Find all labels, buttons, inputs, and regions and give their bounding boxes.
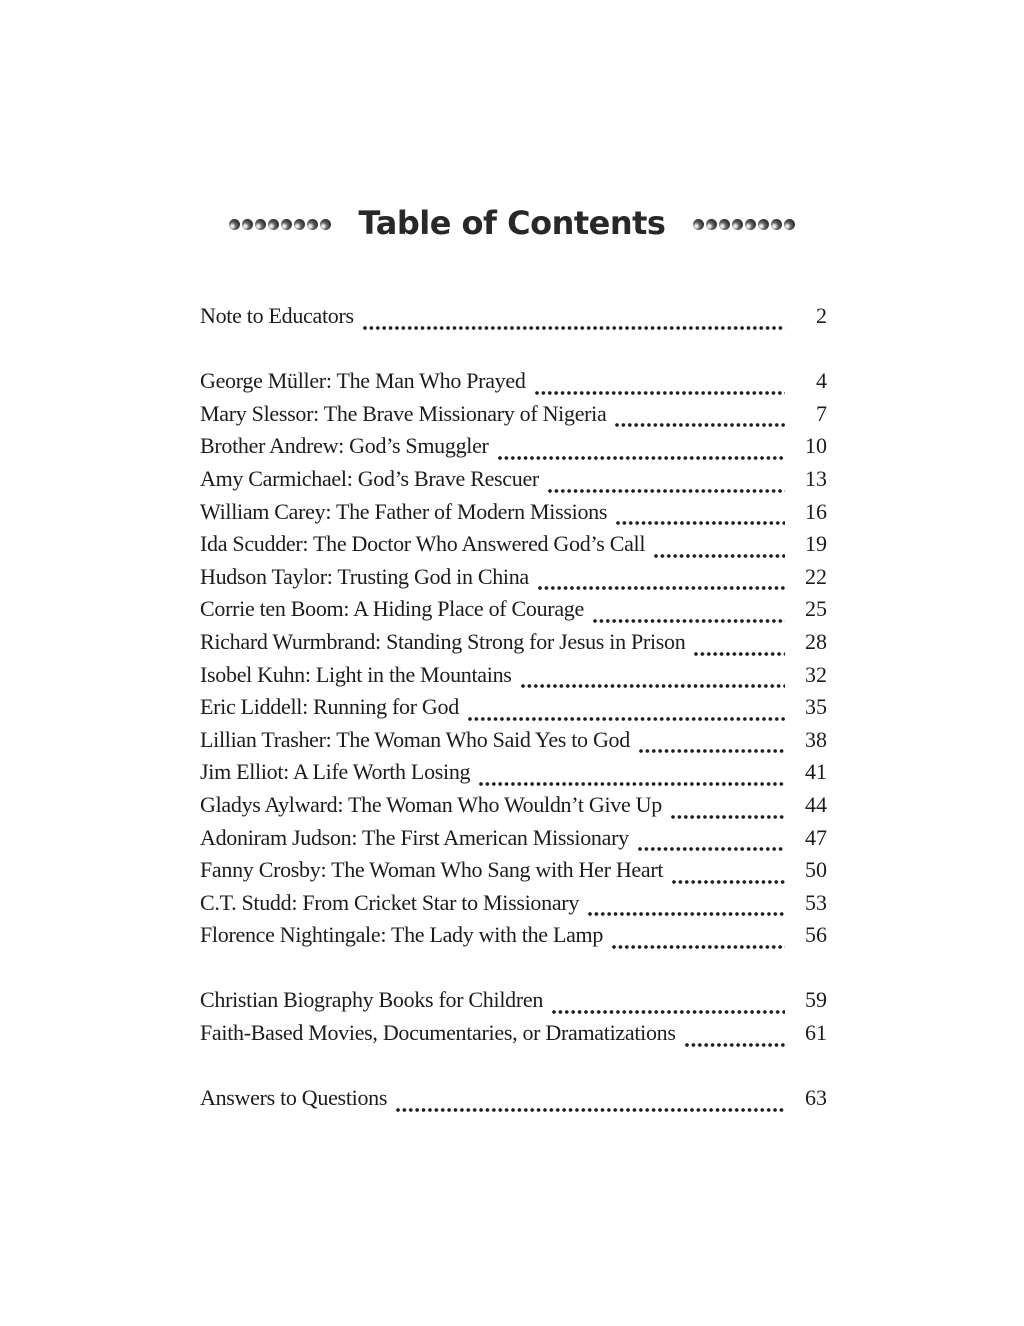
toc-entry-page-number: 7 bbox=[816, 400, 827, 426]
toc-group-front-matter bbox=[200, 303, 827, 336]
bead-icon bbox=[771, 219, 782, 230]
toc-entry-label: Adoniram Judson: The First American Missionary bbox=[200, 824, 629, 850]
leader-dots bbox=[694, 652, 785, 656]
toc-entry-label: Ida Scudder: The Doctor Who Answered God’s Call bbox=[200, 531, 646, 557]
toc-entry-label: Jim Elliot: A Life Worth Losing bbox=[200, 759, 471, 785]
leader-dots bbox=[671, 815, 785, 819]
toc-entry bbox=[200, 694, 827, 727]
page-title: Table of Contents bbox=[358, 204, 666, 242]
ornament-beads-right-icon bbox=[693, 219, 795, 230]
bead-icon bbox=[758, 219, 769, 230]
toc-entry-page-number: 28 bbox=[805, 628, 827, 654]
leader-dots bbox=[672, 880, 785, 884]
toc-header bbox=[0, 198, 1024, 248]
leader-dots bbox=[535, 391, 785, 395]
toc-entry bbox=[200, 499, 827, 532]
toc-entry bbox=[200, 531, 827, 564]
toc-entry bbox=[200, 662, 827, 695]
toc-entry-label: Isobel Kuhn: Light in the Mountains bbox=[200, 661, 512, 687]
leader-dots bbox=[654, 554, 785, 558]
leader-dots bbox=[616, 521, 785, 525]
toc-list bbox=[200, 303, 827, 1118]
toc-group-chapters bbox=[200, 368, 827, 955]
toc-entry bbox=[200, 368, 827, 401]
toc-entry-page-number: 50 bbox=[805, 857, 827, 883]
toc-entry-page-number: 32 bbox=[805, 661, 827, 687]
bead-icon bbox=[693, 219, 704, 230]
toc-group-answers bbox=[200, 1085, 827, 1118]
leader-dots bbox=[498, 456, 785, 460]
toc-entry-page-number: 13 bbox=[805, 465, 827, 491]
toc-entry-label: Lillian Trasher: The Woman Who Said Yes to God bbox=[200, 726, 630, 752]
toc-group-resources bbox=[200, 987, 827, 1052]
toc-entry-page-number: 25 bbox=[805, 596, 827, 622]
toc-entry bbox=[200, 792, 827, 825]
leader-dots bbox=[588, 912, 785, 916]
toc-entry-page-number: 35 bbox=[805, 694, 827, 720]
toc-entry-page-number: 4 bbox=[816, 368, 827, 394]
bead-icon bbox=[732, 219, 743, 230]
toc-entry bbox=[200, 1020, 827, 1053]
toc-entry-label: Richard Wurmbrand: Standing Strong for Jesus in Prison bbox=[200, 628, 686, 654]
bead-icon bbox=[706, 219, 717, 230]
toc-entry-page-number: 56 bbox=[805, 922, 827, 948]
bead-icon bbox=[242, 219, 253, 230]
toc-entry-label: Fanny Crosby: The Woman Who Sang with Her Heart bbox=[200, 857, 664, 883]
bead-icon bbox=[307, 219, 318, 230]
toc-entry-label: C.T. Studd: From Cricket Star to Missionary bbox=[200, 889, 580, 915]
toc-entry-label: Mary Slessor: The Brave Missionary of Nigeria bbox=[200, 400, 607, 426]
leader-dots bbox=[521, 684, 785, 688]
bead-icon bbox=[719, 219, 730, 230]
bead-icon bbox=[320, 219, 331, 230]
leader-dots bbox=[638, 847, 785, 851]
bead-icon bbox=[784, 219, 795, 230]
toc-entry bbox=[200, 1085, 827, 1118]
toc-entry-page-number: 41 bbox=[805, 759, 827, 785]
toc-entry-page-number: 2 bbox=[816, 303, 827, 328]
toc-entry bbox=[200, 564, 827, 597]
toc-entry bbox=[200, 987, 827, 1020]
bead-icon bbox=[255, 219, 266, 230]
toc-entry-page-number: 47 bbox=[805, 824, 827, 850]
toc-entry-page-number: 19 bbox=[805, 531, 827, 557]
leader-dots bbox=[538, 586, 785, 590]
toc-entry bbox=[200, 596, 827, 629]
bead-icon bbox=[268, 219, 279, 230]
leader-dots bbox=[552, 1010, 785, 1014]
toc-entry-page-number: 59 bbox=[805, 987, 827, 1013]
toc-entry bbox=[200, 629, 827, 662]
leader-dots bbox=[479, 782, 785, 786]
leader-dots bbox=[685, 1043, 785, 1047]
toc-entry bbox=[200, 857, 827, 890]
toc-entry-label: Faith-Based Movies, Documentaries, or Dramatizations bbox=[200, 1020, 676, 1046]
bead-icon bbox=[294, 219, 305, 230]
leader-dots bbox=[615, 423, 785, 427]
leader-dots bbox=[612, 945, 785, 949]
toc-entry bbox=[200, 825, 827, 858]
leader-dots bbox=[363, 326, 785, 330]
bead-icon bbox=[745, 219, 756, 230]
ornament-beads-left-icon bbox=[229, 219, 331, 230]
leader-dots bbox=[639, 749, 785, 753]
toc-entry-label: William Carey: The Father of Modern Missions bbox=[200, 498, 608, 524]
toc-entry-page-number: 53 bbox=[805, 889, 827, 915]
toc-entry-page-number: 63 bbox=[805, 1085, 827, 1111]
toc-entry bbox=[200, 759, 827, 792]
toc-entry-label: Amy Carmichael: God’s Brave Rescuer bbox=[200, 465, 539, 491]
toc-entry-page-number: 10 bbox=[805, 433, 827, 459]
toc-entry bbox=[200, 922, 827, 955]
toc-entry-label: Corrie ten Boom: A Hiding Place of Courage bbox=[200, 596, 584, 622]
bead-icon bbox=[229, 219, 240, 230]
leader-dots bbox=[548, 489, 785, 493]
toc-entry bbox=[200, 890, 827, 923]
toc-entry-label: Christian Biography Books for Children bbox=[200, 987, 544, 1013]
leader-dots bbox=[468, 717, 785, 721]
toc-entry bbox=[200, 466, 827, 499]
bead-icon bbox=[281, 219, 292, 230]
toc-entry-page-number: 44 bbox=[805, 791, 827, 817]
toc-entry bbox=[200, 303, 827, 336]
toc-entry-label: Eric Liddell: Running for God bbox=[200, 694, 459, 720]
toc-entry-label: Gladys Aylward: The Woman Who Wouldn’t Give Up bbox=[200, 791, 662, 817]
toc-entry-page-number: 61 bbox=[805, 1020, 827, 1046]
leader-dots bbox=[593, 619, 785, 623]
toc-entry-label: Hudson Taylor: Trusting God in China bbox=[200, 563, 529, 589]
toc-entry bbox=[200, 727, 827, 760]
toc-entry-page-number: 38 bbox=[805, 726, 827, 752]
toc-entry-label: George Müller: The Man Who Prayed bbox=[200, 368, 526, 394]
toc-entry-label: Florence Nightingale: The Lady with the Lamp bbox=[200, 922, 604, 948]
leader-dots bbox=[396, 1108, 785, 1112]
toc-entry-label: Answers to Questions bbox=[200, 1085, 388, 1111]
toc-entry-page-number: 22 bbox=[805, 563, 827, 589]
toc-entry bbox=[200, 433, 827, 466]
toc-entry-label: Brother Andrew: God’s Smuggler bbox=[200, 433, 489, 459]
toc-entry bbox=[200, 401, 827, 434]
toc-entry-label: Note to Educators bbox=[200, 303, 354, 328]
toc-entry-page-number: 16 bbox=[805, 498, 827, 524]
